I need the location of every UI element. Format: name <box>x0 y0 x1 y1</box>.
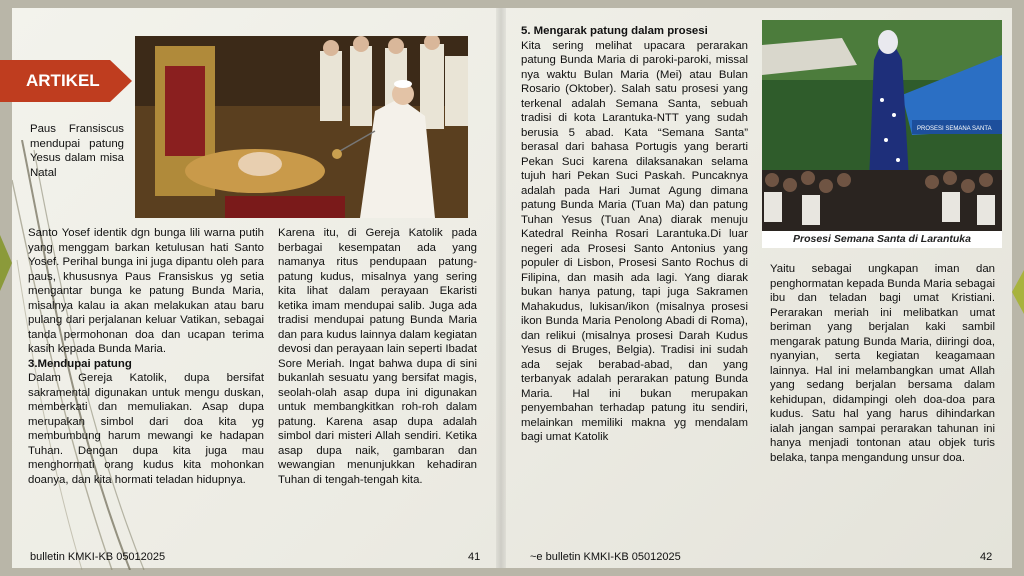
column-3 <box>521 24 748 445</box>
column-1 <box>28 226 264 487</box>
left-edge-marker <box>0 235 12 291</box>
col1-paragraph-1: Santo Yosef identik dgn bunga lili warna putih yang menggam barkan ketulusan hati Santo Yosef. Perihal bunga ini juga dipantu oleh para paus, khususnya Paus Fransiskus yg setia mengantar bunga ke patung Bunda Maria, misalnya kalau ia akan melakukan atau baru pulang dari perjalanan keluar Vatikan, sebagai tanda permohonan doa dan ucapan terima kasih kepada Bunda Maria. <box>28 227 264 355</box>
footer-right-title: ~e bulletin KMKI-KB 05012025 <box>530 551 681 563</box>
column-4 <box>770 262 995 465</box>
photo-semana-santa <box>762 20 1002 248</box>
semana-santa-banner: PROSESI SEMANA SANTA <box>917 126 992 132</box>
col2-paragraph: Karena itu, di Gereja Katolik pada berbagai kesempatan ada yang namanya ritus pendupaan patung-patung kudus, misalnya yang sering kita lihat dalam perayaan Ekaristi ketika imam mendupai salib. Juga ada tradisi mendupai patung Bunda Maria dan para kudus lainnya dalam kegiatan devosi dan perayaan lain seperti Ibadat Sore Meriah. Ingat bahwa dupa di sini bukanlah sesuatu yang bersifat magis, seolah-olah asap dupa ini digunakan untuk membangkitkan roh-roh dalam patung. Karena asap dupa adalah simbol dari misteri Allah sendiri. Ketika asap dupa naik, gambaran dan wewangian menunjukkan kehadiran Tuhan di tengah-tengah kita. <box>278 227 477 486</box>
footer-right-page-number: 42 <box>980 551 993 563</box>
artikel-badge: ARTIKEL <box>0 60 110 102</box>
footer-left-page-number: 41 <box>468 551 481 563</box>
photo-pope-incensing <box>135 36 468 218</box>
col1-heading <box>28 357 264 372</box>
page-fold <box>496 8 506 568</box>
column-2 <box>278 226 477 487</box>
col3-heading: 5. Mengarak patung dalam prosesi <box>521 25 708 37</box>
col1-heading-text: Mendupai patung <box>37 357 132 370</box>
right-edge-marker <box>1012 270 1024 314</box>
col1-paragraph-2: Dalam Gereja Katolik, dupa bersifat sakramental digunakan untuk mengu duskan, memberkati dan memuliakan. Asap dupa merupakan simbol dari doa kita yg membumbung harum mewangi ke hadapan Tuhan. Dengan dupa kita juga mau menghormati orang kudus kita mohonkan doanya, dan kita hormati teladan hidupnya. <box>28 372 264 486</box>
col1-heading-number: 3. <box>28 357 38 370</box>
photo-semana-santa-caption: Prosesi Semana Santa di Larantuka <box>762 231 1002 248</box>
col4-paragraph: Yaitu sebagai ungkapan iman dan penghormatan kepada Bunda Maria sebagai ibu dan teladan bagi umat Kristiani. Perarakan meriah ini melibatkan umat beriman yang berjalan kaki sambil mengarak patung Bunda Maria, diiringi doa, nyanyian, serta kegiatan keagamaan lainnya. Hal ini melambangkan umat Allah yang sedang berjalan bersama dalam kehidupan, didampingi oleh doa-doa para kudus. Satu hal yang harus dihindarkan ialah jangan sampai perarakan tahunan ini hanya menjadi tontonan atau objek turis belaka, tanpa mengandung unsur doa. <box>770 263 995 464</box>
photo-caption-left: Paus Fransiscus mendupai patung Yesus dalam misa Natal <box>30 123 124 179</box>
col3-paragraph: Kita sering melihat upacara perarakan patung Bunda Maria di paroki-paroki, missal nya waktu Bulan Maria (Mei) atau Bulan Rosario (Oktober). Salah satu prosesi yang terkenal adalah Semana Santa, sebuah tradisi di kota Larantuka-NTT yang sudah berusia 5 abad. Kata “Semana Santa” berasal dari bahasa Portugis yang berarti Pekan Suci karena dilaksanakan selama tujuh hari Pekan Suci Paskah. Puncaknya adalah pada Hari Jumat Agung dimana patung Bunda Maria (Tuan Ma) dan patung Tuhan Yesus (Tuan Ana) diarak menuju Katedral Reinha Rosari Larantuka.Di luar negeri ada Prosesi Santo Antonius yang populer di Lisbon, Prosesi Santo Rochus di Filipina, dan masih ada lagi. Yang diarak bukan hanya patung, tapi juga Sakramen Mahakudus, lukisan/ikon (misalnya prosesi ikon Bunda Maria Penolong Abadi di Roma), dan relikui (misalnya prosesi Darah Kudus Yesus di Bruges, Belgia). Tradisi ini sudah ada sejak berabad-abad, dan yang terbanyak adalah perarakan patung Bunda Maria. Hal ini bukan merupakan penyembahan terhadap patung itu sendiri, melainkan memiliki makna yg mendalam bagi umat Katolik <box>521 39 748 443</box>
footer-left-title: bulletin KMKI-KB 05012025 <box>30 551 166 563</box>
